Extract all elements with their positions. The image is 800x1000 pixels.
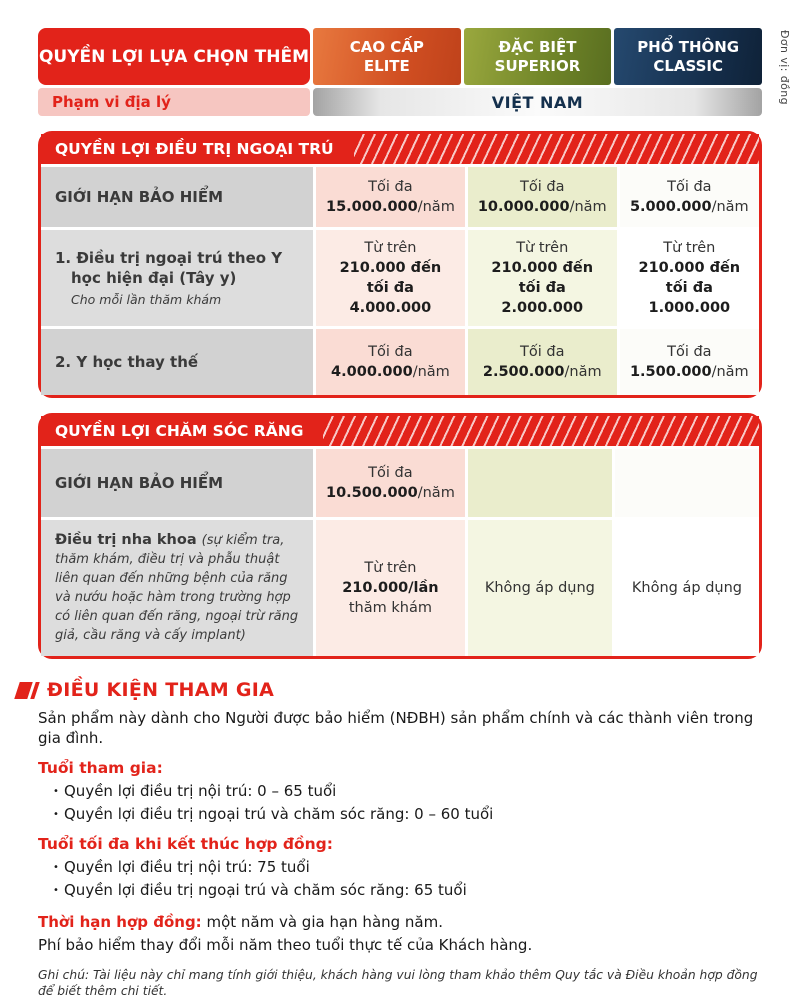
outpatient-section-header (41, 134, 759, 164)
cell-elite-alternative: Tối đa 4.000.000/năm (316, 329, 465, 395)
footnote: Ghi chú: Tài liệu này chỉ mang tính giới thiệu, khách hàng vui lòng tham khảo thêm Quy tắc và Điều khoản hợp đồng để biết thêm chi tiết. (38, 968, 758, 999)
list-item: • Quyền lợi điều trị nội trú: 0 – 65 tuổi (48, 782, 762, 802)
row-label-insurance-limit: GIỚI HẠN BẢO HIỂM (41, 167, 313, 227)
geo-scope-value: VIỆT NAM (313, 88, 762, 116)
cell-elite-modern: Từ trên 210.000 đến tối đa 4.000.000 (316, 230, 465, 326)
dental-section-header (41, 416, 759, 446)
diagonal-stripes-decoration (323, 416, 759, 446)
plan-header-classic (614, 28, 762, 85)
dental-table (41, 446, 759, 656)
section-title: QUYỀN LỢI CHĂM SÓC RĂNG (55, 422, 304, 440)
row-label-insurance-limit: GIỚI HẠN BẢO HIỂM (41, 449, 313, 517)
conditions-heading (14, 679, 762, 701)
diagonal-stripes-decoration (354, 134, 759, 164)
cell-elite-dental-care: Từ trên 210.000/lần thăm khám (316, 520, 465, 656)
age-end-title: Tuổi tối đa khi kết thúc hợp đồng: (38, 834, 333, 853)
bullet-icon: • (53, 861, 59, 873)
cell-superior-alternative: Tối đa 2.500.000/năm (468, 329, 617, 395)
cell-classic-limit: Tối đa 5.000.000/năm (620, 167, 759, 227)
list-item: • Quyền lợi điều trị nội trú: 75 tuổi (48, 858, 762, 878)
outpatient-benefits-box (38, 131, 762, 398)
outpatient-table (41, 164, 759, 395)
conditions-intro: Sản phẩm này dành cho Người được bảo hiểm (NĐBH) sản phẩm chính và các thành viên trong gia đình. (38, 709, 754, 748)
cell-superior-dental-care: Không áp dụng (468, 520, 612, 656)
bullet-icon: • (53, 785, 59, 797)
cell-superior-limit: Tối đa 10.000.000/năm (468, 167, 617, 227)
plan-header-superior (464, 28, 612, 85)
cell-classic-dental-care: Không áp dụng (615, 520, 759, 656)
plan-header-grid (38, 28, 762, 116)
cell-superior-dental-limit-empty (468, 449, 612, 517)
cell-classic-modern: Từ trên 210.000 đến tối đa 1.000.000 (620, 230, 759, 326)
ribbon-icon (14, 682, 38, 699)
cell-elite-limit: Tối đa 15.000.000/năm (316, 167, 465, 227)
section-title: QUYỀN LỢI ĐIỀU TRỊ NGOẠI TRÚ (55, 140, 334, 158)
cell-classic-dental-limit-empty (615, 449, 759, 517)
list-item: • Quyền lợi điều trị ngoại trú và chăm sóc răng: 65 tuổi (48, 881, 762, 901)
participation-conditions (38, 679, 762, 1000)
plan-header-elite (313, 28, 461, 85)
plan-tier: CAO CẤP (349, 37, 424, 56)
plan-name: SUPERIOR (494, 56, 581, 75)
row-label-alternative-medicine: 2. Y học thay thế (41, 329, 313, 395)
cell-superior-modern: Từ trên 210.000 đến tối đa 2.000.000 (468, 230, 617, 326)
unit-note: Đơn vị: đồng (778, 30, 791, 105)
cell-classic-alternative: Tối đa 1.500.000/năm (620, 329, 759, 395)
cell-elite-dental-limit: Tối đa 10.500.000/năm (316, 449, 465, 517)
geo-scope-label: Phạm vi địa lý (38, 88, 310, 116)
row-label-dental-care: Điều trị nha khoa (sự kiểm tra, thăm khám, điều trị và phẫu thuật liên quan đến những bệnh của răng và nướu hoặc hàm trong trường hợp có liên quan đến răng, ngoại trừ răng giả, cầu răng và cấy implant) (41, 520, 313, 656)
age-join-title: Tuổi tham gia: (38, 758, 163, 777)
bullet-icon: • (53, 809, 59, 821)
list-item: • Quyền lợi điều trị ngoại trú và chăm sóc răng: 0 – 60 tuổi (48, 805, 762, 825)
plan-tier: ĐẶC BIỆT (498, 37, 577, 56)
row-label-modern-medicine: 1. Điều trị ngoại trú theo Y học hiện đại (Tây y) Cho mỗi lần thăm khám (41, 230, 313, 326)
table-title: QUYỀN LỢI LỰA CHỌN THÊM (38, 28, 310, 85)
conditions-title: ĐIỀU KIỆN THAM GIA (47, 679, 275, 701)
plan-tier: PHỔ THÔNG (637, 37, 740, 56)
plan-name: ELITE (363, 56, 410, 75)
dental-benefits-box (38, 413, 762, 659)
bullet-icon: • (53, 885, 59, 897)
contract-term-line: Thời hạn hợp đồng: một năm và gia hạn hàng năm. (38, 912, 444, 931)
fee-line: Phí bảo hiểm thay đổi mỗi năm theo tuổi thực tế của Khách hàng. (38, 936, 533, 955)
plan-name: CLASSIC (653, 56, 724, 75)
